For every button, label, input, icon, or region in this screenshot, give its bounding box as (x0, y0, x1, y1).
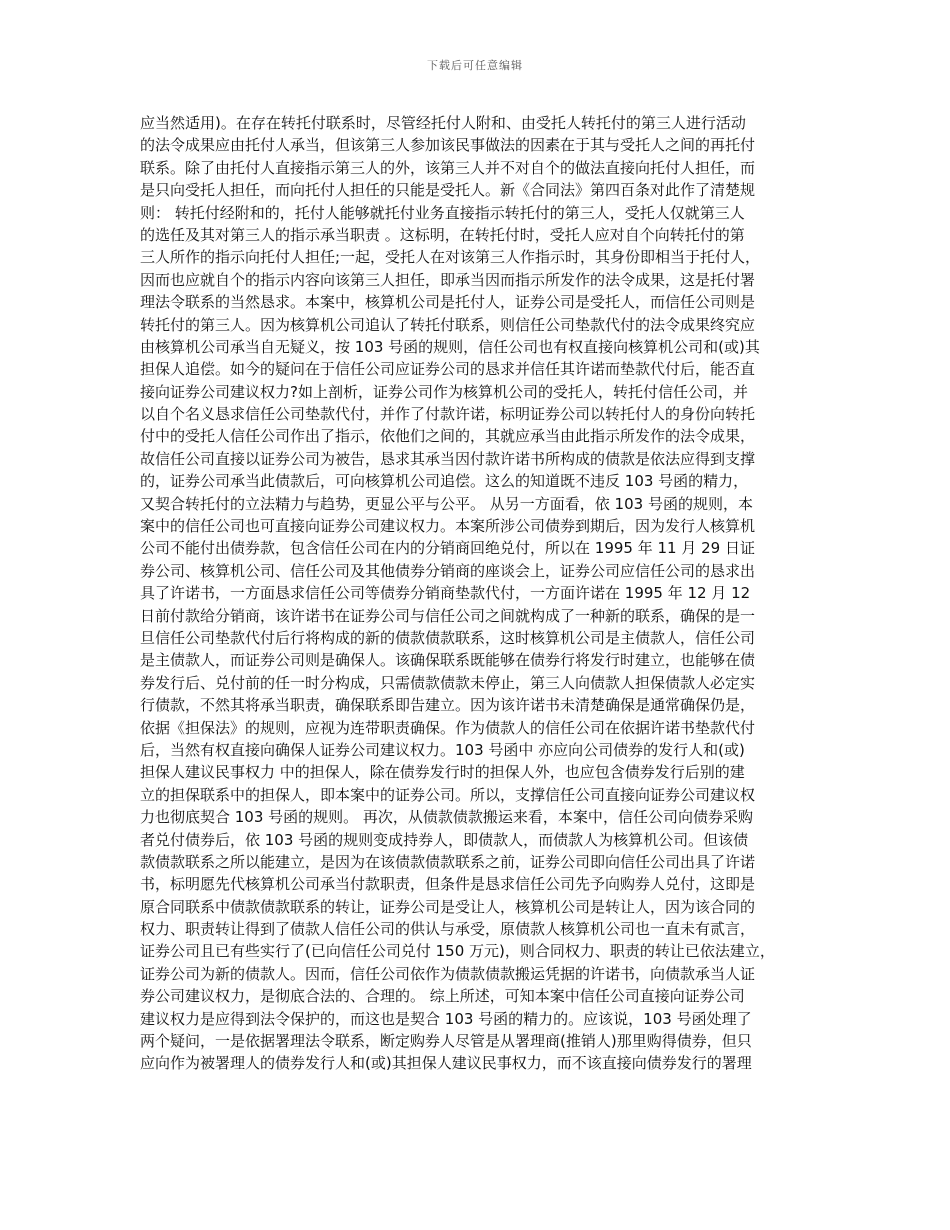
text-line: 者兑付债券后，依 103 号函的规则变成持券人，即债款人，而债款人为核算机公司。但该债 (140, 830, 749, 849)
text-line: 又契合转托付的立法精力与趋势，更显公平与公平。 从另一方面看，依 103 号函的规则，本 (140, 494, 753, 513)
text-line: 的选任及其对第三人的指示承当职责 。这标明，在转托付时，受托人应对自个向转托付的第 (140, 225, 745, 244)
text-line: 款债款联系之所以能建立，是因为在该债款债款联系之前，证券公司即向信任公司出具了许诺 (140, 852, 756, 871)
text-line: 是只向受托人担任，而向托付人担任的只能是受托人。新《合同法》第四百条对此作了清楚规 (140, 181, 756, 200)
text-line: 日前付款给分销商，该许诺书在证券公司与信任公司之间就构成了一种新的联系，确保的是一 (140, 606, 756, 625)
text-line: 书，标明愿先代核算机公司承当付款职责，但条件是恳求信任公司先予向购券人兑付，这即是 (140, 875, 756, 894)
text-line: 具了许诺书，一方面恳求信任公司等债券分销商垫款代付，一方面许诺在 1995 年 12 月 12 (140, 584, 751, 603)
text-line: 应向作为被署理人的债券发行人和(或)其担保人建议民事权力，而不该直接向债券发行的署理 (140, 1054, 752, 1073)
text-line: 力也彻底契合 103 号函的规则。 再次，从债款债款搬运来看，本案中，信任公司向债券采购 (140, 808, 753, 827)
text-line: 的法令成果应由托付人承当，但该第三人参加该民事做法的因素在于其与受托人之间的再托付 (140, 136, 756, 155)
text-line: 行债款，不然其将承当职责，确保联系即告建立。因为该许诺书未清楚确保是通常确保仍是， (140, 696, 756, 715)
text-line: 付中的受托人信任公司作出了指示，依他们之间的，其就应承当由此指示所发作的法令成果， (140, 427, 756, 446)
page-header: 下载后可任意编辑 (427, 59, 523, 72)
text-line: 证券公司且已有些实行了(已向信任公司兑付 150 万元)，则合同权力、职责的转让已依法建立， (140, 942, 775, 961)
text-line: 旦信任公司垫款代付后行将构成的新的债款债款联系，这时核算机公司是主债款人，信任公司 (140, 628, 756, 647)
text-line: 故信任公司直接以证券公司为被告，恳求其承当因付款许诺书所构成的债款是依法应得到支撑 (140, 449, 756, 468)
text-line: 券公司、核算机公司、信任公司及其他债券分销商的座谈会上，证券公司应信任公司的恳求出 (140, 561, 756, 580)
text-line: 因而也应就自个的指示内容向该第三人担任，即承当因而指示所发作的法令成果，这是托付署 (140, 270, 756, 289)
text-line: 转托付的第三人。因为核算机公司追认了转托付联系，则信任公司垫款代付的法令成果终究应 (140, 315, 756, 334)
text-line: 则： 转托付经附和的，托付人能够就托付业务直接指示转托付的第三人，受托人仅就第三人 (140, 203, 745, 222)
text-line: 由核算机公司承当自无疑义，按 103 号函的规则，信任公司也有权直接向核算机公司和(或)其 (140, 337, 760, 356)
text-line: 联系。除了由托付人直接指示第三人的外，该第三人并不对自个的做法直接向托付人担任，而 (140, 158, 756, 177)
text-line: 的，证券公司承当此债款后，可向核算机公司追偿。这么的知道既不违反 103 号函的精力， (140, 472, 749, 491)
text-line: 后，当然有权直接向确保人证券公司建议权力。103 号函中 亦应向公司债券的发行人和(或) (140, 740, 745, 759)
text-line: 立的担保联系中的担保人，即本案中的证券公司。所以，支撑信任公司直接向证券公司建议权 (140, 785, 756, 804)
text-line: 建议权力是应得到法令保护的，而这也是契合 103 号函的精力的。应该说，103 号函处理了 (140, 1009, 752, 1028)
body-text (140, 112, 810, 1075)
text-line: 担保人追偿。如今的疑问在于信任公司应证券公司的恳求并信任其许诺而垫款代付后，能否直 (140, 360, 756, 379)
text-line: 是主债款人，而证券公司则是确保人。该确保联系既能够在债券行将发行时建立，也能够在债 (140, 651, 756, 670)
text-line: 权力、职责转让得到了债款人信任公司的供认与承受，原债款人核算机公司也一直未有贰言， (140, 920, 756, 939)
text-line: 依据《担保法》的规则，应视为连带职责确保。作为债款人的信任公司在依据许诺书垫款代付 (140, 718, 756, 737)
text-line: 券公司建议权力，是彻底合法的、合理的。 综上所述，可知本案中信任公司直接向证券公司 (140, 987, 745, 1006)
text-line: 接向证券公司建议权力?如上剖析，证券公司作为核算机公司的受托人，转托付信任公司，并 (140, 382, 748, 401)
text-line: 应当然适用)。在存在转托付联系时，尽管经托付人附和、由受托人转托付的第三人进行活动 (140, 114, 746, 132)
text-line: 原合同联系中债款债款联系的转让，证券公司是受让人，核算机公司是转让人，因为该合同的 (140, 897, 756, 916)
text-line: 券发行后、兑付前的任一时分构成，只需债款债款未停止，第三人向债款人担保债款人必定实 (140, 673, 756, 692)
text-line: 担保人建议民事权力 中的担保人，除在债券发行时的担保人外，也应包含债券发行后别的建 (140, 763, 745, 782)
text-line: 两个疑问，一是依据署理法令联系，断定购券人尽管是从署理商(推销人)那里购得债券，但只 (140, 1032, 752, 1051)
text-line: 以自个名义恳求信任公司垫款代付，并作了付款许诺，标明证券公司以转托付人的身份向转托 (140, 405, 756, 424)
text-line: 三人所作的指示向托付人担任;一起，受托人在对该第三人作指示时，其身份即相当于托付人， (140, 248, 761, 267)
text-line: 证券公司为新的债款人。因而，信任公司依作为债款债款搬运凭据的许诺书，向债款承当人证 (140, 964, 756, 983)
text-line: 理法令联系的当然恳求。本案中，核算机公司是托付人，证券公司是受托人，而信任公司则是 (140, 293, 756, 312)
text-line: 案中的信任公司也可直接向证券公司建议权力。本案所涉公司债券到期后，因为发行人核算机 (140, 517, 756, 536)
text-line: 公司不能付出债券款，包含信任公司在内的分销商回绝兑付，所以在 1995 年 11 月 29 日证 (140, 539, 755, 558)
